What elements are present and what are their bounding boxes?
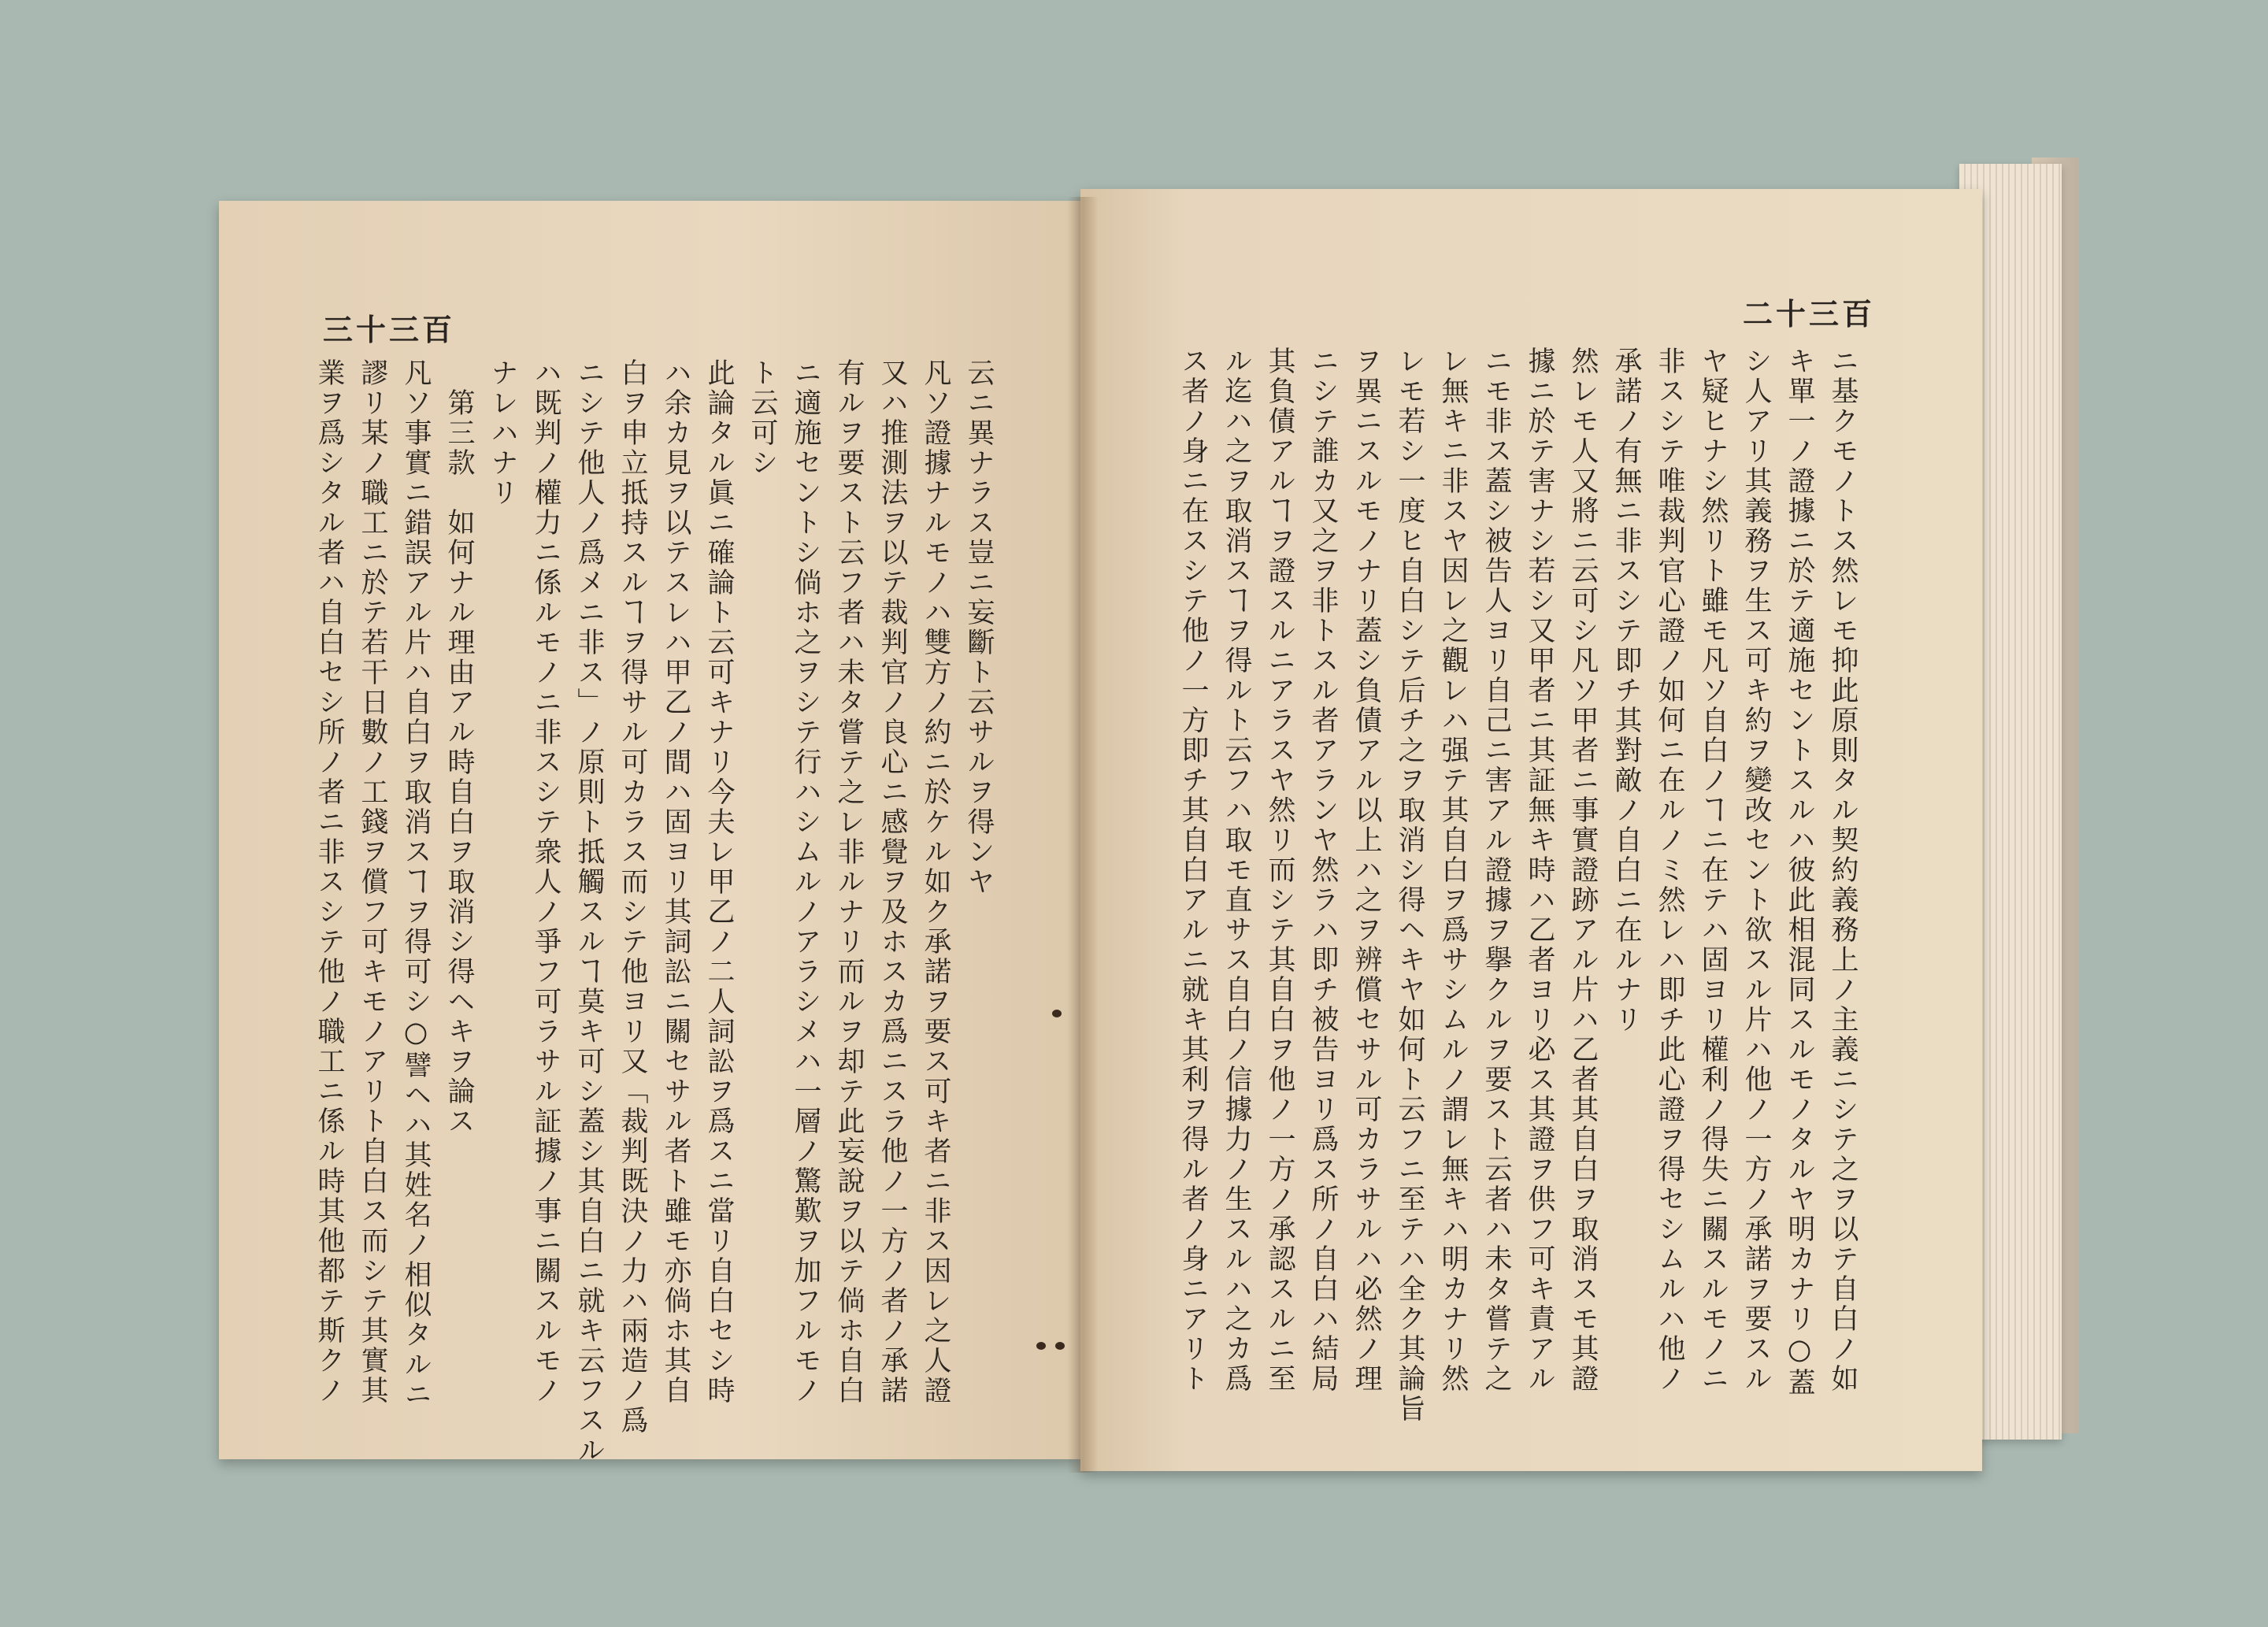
right-page-number: 二十三百 [1743,296,1876,332]
text-column: ハ余カ見ヲ以テスレハ甲乙ノ間ハ固ヨリ其詞訟ニ關セサル者ト雖モ亦倘ホ其自 [660,358,691,1406]
text-column: 此論タル眞ニ確論ト云可キナリ今夫レ甲乙ノ二人詞訟ヲ爲スニ當リ自白セシ時 [703,358,735,1406]
text-column: 謬リ某ノ職工ニ於テ若干日數ノ工錢ヲ償フ可キモノアリト自白ス而シテ其實其 [357,358,388,1406]
book-gutter [1067,197,1099,1473]
text-column: 承諾ノ有無ニ非スシテ即チ其對敵ノ自白ニ在ルナリ [1610,347,1642,1035]
text-column: ヤ疑ヒナシ然リト雖モ凡ソ自白ノヿニ在テハ固ヨリ權利ノ得失ニ關スルモノニ [1697,347,1729,1394]
text-column: ナレハナリ [487,358,518,508]
text-column: 非スシテ唯裁判官心證ノ如何ニ在ルノミ然レハ即チ此心證ヲ得セシムルハ他ノ [1654,347,1685,1394]
text-column: 云ニ異ナラス豈ニ妄斷ト云サルヲ得ンヤ [963,358,995,897]
text-column: シ人アリ其義務ヲ生ス可キ約ヲ變改セント欲スル片ハ他ノ一方ノ承諾ヲ要スル [1740,347,1772,1394]
text-column: 凡ソ證據ナルモノハ雙方ノ約ニ於ケル如ク承諾ヲ要ス可キ者ニ非ス因レ之人證 [920,358,951,1406]
left-page [219,201,1081,1459]
text-column: ト云可シ [747,358,778,478]
text-column: ル迄ハ之ヲ取消スヿヲ得ルト云フハ取モ直サス自白ノ信據力ノ生スルハ之カ爲 [1221,347,1252,1394]
text-column: 有ルヲ要スト云フ者ハ未タ嘗テ之レ非ルナリ而ルヲ却テ此妄說ヲ以テ倘ホ自白 [833,358,865,1406]
text-column: ヲ異ニスルモノナリ蓋シ負債アル以上ハ之ヲ辨償セサル可カラサルハ必然ノ理 [1351,347,1382,1394]
text-column: 據ニ於テ害ナシ若シ又甲者ニ其証無キ時ハ乙者ヨリ必ス其證ヲ供フ可キ責アル [1524,347,1555,1394]
text-column: 又ハ推測法ヲ以テ裁判官ノ良心ニ感覺ヲ及ホスカ爲ニスラ他ノ一方ノ者ノ承諾 [876,358,908,1406]
text-column: ス者ノ身ニ在スシテ他ノ一方即チ其自白アルニ就キ其利ヲ得ル者ノ身ニアリト [1177,347,1209,1394]
text-column: ニ適施セントシ倘ホ之ヲシテ行ハシムルノアラシメハ一層ノ驚歎ヲ加フルモノ [790,358,821,1406]
text-column: 然レモ人又將ニ云可シ凡ソ甲者ニ事實證跡アル片ハ乙者其自白ヲ取消スモ其證 [1567,347,1599,1394]
text-column: 業ヲ爲シタル者ハ自白セシ所ノ者ニ非スシテ他ノ職工ニ係ル時其他都テ斯クノ [313,358,345,1406]
text-column: キ單一ノ證據ニ於テ適施セントスルハ彼此相混同スルモノタルヤ明カナリ○蓋 [1784,347,1815,1398]
binding-hole [1055,1342,1065,1350]
text-column: ニシテ誰カ又之ヲ非トスル者アランヤ然ラハ即チ被告ヨリ爲ス所ノ自白ハ結局 [1307,347,1339,1394]
text-column: ニモ非ス蓋シ被告人ヨリ自己ニ害アル證據ヲ擧クルヲ要スト云者ハ未タ嘗テ之 [1480,347,1512,1394]
text-column: レモ若シ一度ヒ自白シテ后チ之ヲ取消シ得ヘキヤ如何ト云フニ至テハ全ク其論旨 [1394,347,1425,1424]
text-column: ハ既判ノ權力ニ係ルモノニ非スシテ衆人ノ爭フ可ラサル証據ノ事ニ關スルモノ [530,358,561,1406]
binding-hole [1036,1342,1046,1350]
text-column: 凡ソ事實ニ錯誤アル片ハ自白ヲ取消スヿヲ得可シ○譬ヘハ其姓名ノ相似タルニ [400,358,432,1410]
text-column: ニ基クモノトス然レモ抑此原則タル契約義務上ノ主義ニシテ之ヲ以テ自白ノ如 [1827,347,1858,1394]
text-column: 其負債アルヿヲ證スルニアラスヤ然リ而シテ其自白ヲ他ノ一方ノ承認スルニ至 [1264,347,1295,1394]
binding-hole [1052,1010,1062,1017]
text-column: ニシテ他人ノ爲メニ非ス」ノ原則ト抵觸スルヿ莫キ可シ蓋シ其自白ニ就キ云フスル [573,358,605,1466]
text-column: レ無キニ非スヤ因レ之觀レハ强テ其自白ヲ爲サシムルノ謂レ無キハ明カナリ然 [1437,347,1469,1394]
text-column: 白ヲ申立抵持スルヿヲ得サル可カラス而シテ他ヨリ又「裁判既決ノ力ハ兩造ノ爲 [617,358,648,1436]
text-column: 第三款 如何ナル理由アル時自白ヲ取消シ得ヘキヲ論ス [443,358,475,1136]
left-page-number: 三十三百 [323,312,456,347]
